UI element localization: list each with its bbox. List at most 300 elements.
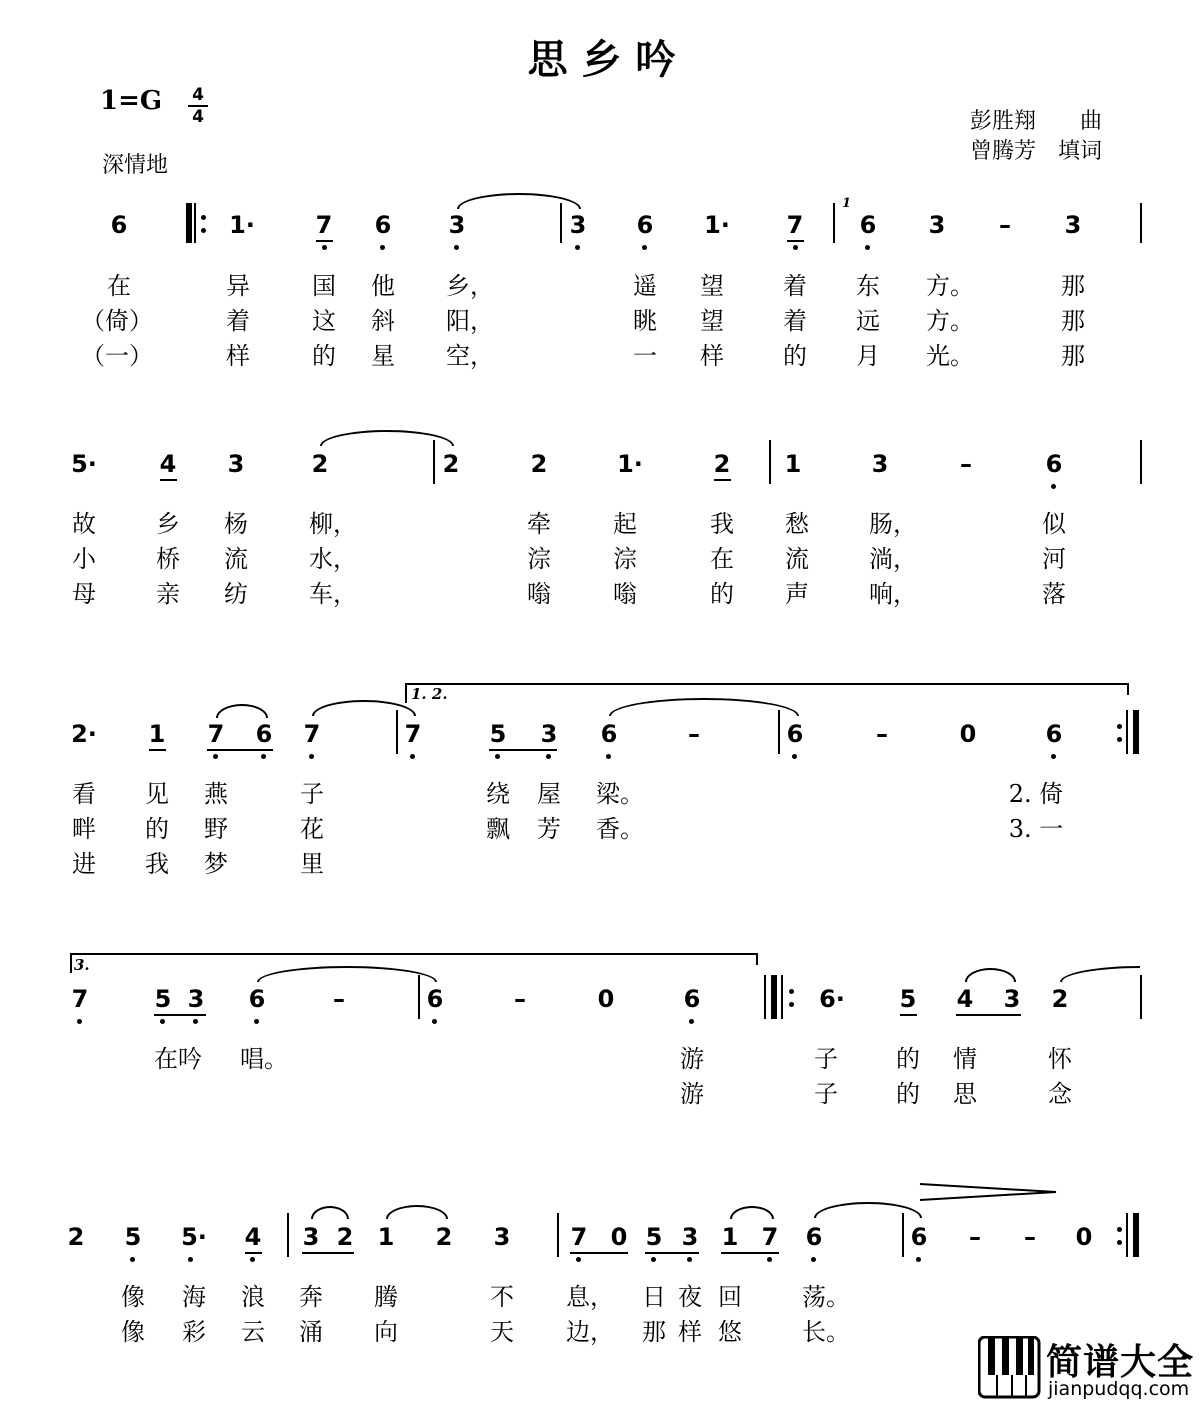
tie [609,698,799,716]
lyric: 杨 [224,510,248,538]
note: 1 [148,720,166,748]
tie [257,966,437,982]
lyric: 游 [680,1080,704,1108]
barline [396,710,398,754]
lyric: 飘 [486,815,510,843]
lyric: 香。 [596,815,644,843]
note: 3 [302,1223,320,1251]
lyric: 奔 [299,1283,323,1311]
low-octave-dot [193,1019,198,1024]
key-signature: 1=G [100,86,163,116]
note: 3 [540,720,558,748]
lyric: 日 [642,1283,666,1311]
underline [489,749,557,751]
lyric: 情 [953,1045,977,1073]
lyric: 绕 [486,780,510,808]
lyric: 边， [566,1318,614,1346]
lyric: 腾 [374,1283,398,1311]
lyric: 在 [107,272,131,300]
lyric: 声 [785,580,809,608]
note: 6 [248,985,266,1013]
lyric: 淙 [527,545,551,573]
low-octave-dot [651,1257,656,1262]
note: 6 [859,211,877,239]
note: 6 [636,211,654,239]
lyric: 那 [1061,342,1085,370]
barline [287,1213,289,1257]
repeat-dot [1117,737,1122,742]
tie [1060,966,1140,982]
lyric: 游 [680,1045,704,1073]
lyric: 水， [309,545,357,573]
low-octave-dot [495,754,500,759]
lyric: 子 [814,1045,838,1073]
note: 3 [227,450,245,478]
low-octave-dot [432,1019,437,1024]
lyric: 长。 [802,1318,850,1346]
tempo-marking: 深情地 [102,153,169,178]
lyric: 那 [1061,307,1085,335]
repeat-end-thick [1133,710,1139,754]
underline [149,749,166,751]
lyric: 淙 [613,545,637,573]
lyric: 海 [182,1283,206,1311]
slur [730,1206,774,1219]
lyric: 见 [145,780,169,808]
low-octave-dot [454,245,459,250]
note: 5· [181,1223,207,1251]
lyric: 看 [72,780,96,808]
note: 6 [683,985,701,1013]
lyric: 样 [700,342,724,370]
dash: – [514,985,526,1013]
lyric: 唱。 [240,1045,288,1073]
note: 5 [154,985,172,1013]
dash: – [333,985,345,1013]
note: 4 [244,1223,262,1251]
slur [965,968,1016,982]
lyric: 思 [953,1080,977,1108]
lyric: 子 [300,780,324,808]
barline [769,440,771,484]
lyric: 的 [312,342,336,370]
note: 1 [784,450,802,478]
lyric: 空， [446,342,494,370]
low-octave-dot [250,1257,255,1262]
lyric: 在吟 [154,1045,202,1073]
low-octave-dot [865,245,870,250]
repeat-start-thick [771,975,777,1019]
lyric: 车， [309,580,357,608]
low-octave-dot [254,1019,259,1024]
lyric: 浪 [241,1283,265,1311]
note: 1· [617,450,643,478]
barline [778,710,780,754]
slur [386,1205,448,1219]
barline [418,975,420,1019]
lyric: 流 [224,545,248,573]
lyric: 方。 [926,272,974,300]
note: 2 [67,1223,85,1251]
lyric: 云 [241,1318,265,1346]
low-octave-dot [793,245,798,250]
low-octave-dot [213,754,218,759]
lyric: 乡 [156,510,180,538]
lyric: 屋 [537,780,561,808]
low-octave-dot [130,1257,135,1262]
underline [900,1014,917,1016]
note: 1· [704,211,730,239]
dash: – [960,450,972,478]
time-top: 4 [192,85,204,105]
lyric: 荡。 [802,1283,850,1311]
note: 3 [187,985,205,1013]
underline [956,1014,1021,1016]
dash: – [876,720,888,748]
underline [207,749,273,751]
lyric: 着 [226,307,250,335]
lyric: 亲 [156,580,180,608]
volta-bracket [405,683,1128,685]
lyric: 望 [700,307,724,335]
lyric: 河 [1042,545,1066,573]
lyric: （倚） [81,307,153,335]
note: 2 [442,450,460,478]
lyric: 愁 [785,510,809,538]
decrescendo-hairpin [918,1182,1058,1202]
repeat-end-thin [1126,710,1128,754]
lyric: 小 [72,545,96,573]
note: 0 [1075,1223,1093,1251]
grace-mark: 1 [842,196,852,211]
lyric: 梁。 [596,780,644,808]
note: 6 [910,1223,928,1251]
low-octave-dot [160,1019,165,1024]
lyric: 国 [312,272,336,300]
lyric: 进 [72,850,96,878]
note: 7 [404,720,422,748]
note: 3 [493,1223,511,1251]
note: 7 [315,211,333,239]
lyric: 故 [72,510,96,538]
dash: – [969,1223,981,1251]
lyric: 的 [896,1045,920,1073]
lyric: 似 [1042,510,1066,538]
note: 6 [600,720,618,748]
volta-label: 1. 2. [411,685,448,703]
logo-name: 简谱大全 [1046,1342,1195,1383]
note: 2· [71,720,97,748]
barline [764,975,766,1019]
lyric: 花 [300,815,324,843]
low-octave-dot [322,245,327,250]
lyric: 光。 [926,342,974,370]
note: 2 [336,1223,354,1251]
note: 0 [610,1223,628,1251]
lyric: 里 [300,850,324,878]
lyric: 斜 [371,307,395,335]
underline [787,240,804,242]
note: 6 [786,720,804,748]
repeat-end-thick [1133,1213,1139,1257]
note: 6 [110,211,128,239]
low-octave-dot [642,245,647,250]
piano-icon [978,1336,1042,1400]
low-octave-dot [606,754,611,759]
lyric: 回 [718,1283,742,1311]
lyric: 芳 [537,815,561,843]
lyric: 野 [204,815,228,843]
repeat-dot [789,1002,794,1007]
lyric: 样 [678,1318,702,1346]
lyric: 我 [145,850,169,878]
lyricist-credit: 曾腾芳 填词 [970,139,1103,164]
lyric: 念 [1048,1080,1072,1108]
lyric: 3. 一 [1008,815,1064,843]
logo-url: jianpudqq.com [1048,1378,1190,1400]
tie [312,700,416,716]
lyric: 牵 [527,510,551,538]
low-octave-dot [77,1019,82,1024]
volta-edge [405,683,407,703]
underline [154,1014,206,1016]
time-bottom: 4 [192,107,204,127]
lyric: 子 [814,1080,838,1108]
lyric: 样 [226,342,250,370]
note: 0 [959,720,977,748]
note: 1 [377,1223,395,1251]
lyric: 柳， [309,510,357,538]
lyric: 在 [710,545,734,573]
low-octave-dot [687,1257,692,1262]
barline [560,203,562,243]
low-octave-dot [916,1257,921,1262]
repeat-start-thin [781,975,783,1019]
lyric: 向 [374,1318,398,1346]
underline [302,1252,354,1254]
low-octave-dot [261,754,266,759]
underline [160,479,177,481]
note: 6 [255,720,273,748]
slur [311,1206,349,1219]
lyric: 燕 [204,780,228,808]
lyric: 一 [633,342,657,370]
underline [721,1252,779,1254]
lyric: 落 [1042,580,1066,608]
lyric: 方。 [926,307,974,335]
note: 7 [761,1223,779,1251]
lyric: 阳， [446,307,494,335]
lyric: 乡， [446,272,494,300]
lyric: 肠， [869,510,917,538]
lyric: 彩 [182,1318,206,1346]
lyric: 月 [856,342,880,370]
note: 5 [899,985,917,1013]
site-logo[interactable] [978,1336,1200,1400]
note: 2 [311,450,329,478]
lyric: 母 [72,580,96,608]
lyric: 像 [121,1283,145,1311]
lyric: 像 [121,1318,145,1346]
barline [1140,975,1142,1019]
lyric: 的 [783,342,807,370]
note: 3 [1064,211,1082,239]
lyric: 异 [226,272,250,300]
lyric: 东 [856,272,880,300]
note: 2 [435,1223,453,1251]
low-octave-dot [575,245,580,250]
lyric: 2. 倚 [1008,780,1064,808]
low-octave-dot [767,1257,772,1262]
lyric: 不 [490,1283,514,1311]
note: 6· [819,985,845,1013]
page-title: 思 乡 吟 [527,36,676,83]
underline [645,1252,699,1254]
underline [570,1252,628,1254]
note: 5 [489,720,507,748]
repeat-start-thin [194,203,196,243]
note: 3 [448,211,466,239]
barline [902,1213,904,1257]
barline [833,203,835,243]
low-octave-dot [188,1257,193,1262]
lyric: 纺 [224,580,248,608]
lyric: 远 [856,307,880,335]
lyric: 畔 [72,815,96,843]
dash: – [1024,1223,1036,1251]
lyric: 悠 [718,1318,742,1346]
underline [714,479,731,481]
low-octave-dot [380,245,385,250]
lyric: 的 [145,815,169,843]
note: 3 [928,211,946,239]
lyric: 涌 [299,1318,323,1346]
lyric: 望 [700,272,724,300]
barline [557,1213,559,1257]
lyric: 嗡 [527,580,551,608]
repeat-dot [1117,724,1122,729]
note: 3 [871,450,889,478]
lyric: 天 [490,1318,514,1346]
note: 6 [1045,720,1063,748]
composer-credit: 彭胜翔 曲 [970,109,1103,134]
repeat-dot [201,215,206,220]
lyric: 着 [783,272,807,300]
lyric: 梦 [204,850,228,878]
note: 6 [1045,450,1063,478]
volta-edge [70,953,72,973]
lyric: 我 [710,510,734,538]
lyric: 的 [710,580,734,608]
lyric: 息， [566,1283,614,1311]
low-octave-dot [792,754,797,759]
lyric: 那 [642,1318,666,1346]
note: 3 [681,1223,699,1251]
underline [316,240,333,242]
note: 6 [805,1223,823,1251]
lyric: 眺 [633,307,657,335]
note: 7 [303,720,321,748]
volta-label: 3. [74,956,90,974]
time-signature [186,86,210,126]
note: 2 [713,450,731,478]
note: 4 [956,985,974,1013]
dash: – [688,720,700,748]
volta-bracket [70,953,757,955]
repeat-dot [789,989,794,994]
lyric: 桥 [156,545,180,573]
lyric: 怀 [1048,1045,1072,1073]
low-octave-dot [1051,484,1056,489]
lyric: 他 [371,272,395,300]
slur [216,704,268,718]
lyric: 那 [1061,272,1085,300]
note: 0 [597,985,615,1013]
lyric: 遥 [633,272,657,300]
note: 5 [645,1223,663,1251]
barline [433,440,435,484]
low-octave-dot [811,1257,816,1262]
repeat-dot [1117,1227,1122,1232]
dash: – [999,211,1011,239]
note: 7 [570,1223,588,1251]
low-octave-dot [410,754,415,759]
volta-edge [1127,683,1129,695]
lyric: 这 [312,307,336,335]
repeat-end-thin [1126,1213,1128,1257]
lyric: 夜 [678,1283,702,1311]
lyric: 星 [371,342,395,370]
note: 6 [426,985,444,1013]
low-octave-dot [576,1257,581,1262]
low-octave-dot [1051,754,1056,759]
volta-edge [756,953,758,965]
note: 2 [1051,985,1069,1013]
note: 2 [530,450,548,478]
lyric: 淌， [869,545,917,573]
note: 7 [207,720,225,748]
tie [814,1202,922,1218]
lyric: 起 [613,510,637,538]
underline [245,1252,262,1254]
repeat-dot [1117,1240,1122,1245]
low-octave-dot [546,754,551,759]
note: 4 [159,450,177,478]
lyric: 流 [785,545,809,573]
lyric: 嗡 [613,580,637,608]
lyric: 响， [869,580,917,608]
barline [1140,440,1142,484]
note: 1 [721,1223,739,1251]
repeat-start-thick [186,203,192,243]
lyric: 的 [896,1080,920,1108]
barline [1140,203,1142,243]
lyric: 着 [783,307,807,335]
low-octave-dot [309,754,314,759]
note: 6 [374,211,392,239]
note: 1· [229,211,255,239]
note: 5· [71,450,97,478]
tie [457,193,581,209]
note: 7 [786,211,804,239]
note: 5 [124,1223,142,1251]
note: 3 [569,211,587,239]
note: 3 [1003,985,1021,1013]
note: 7 [71,985,89,1013]
lyric: （一） [81,342,153,370]
repeat-dot [201,228,206,233]
low-octave-dot [689,1019,694,1024]
